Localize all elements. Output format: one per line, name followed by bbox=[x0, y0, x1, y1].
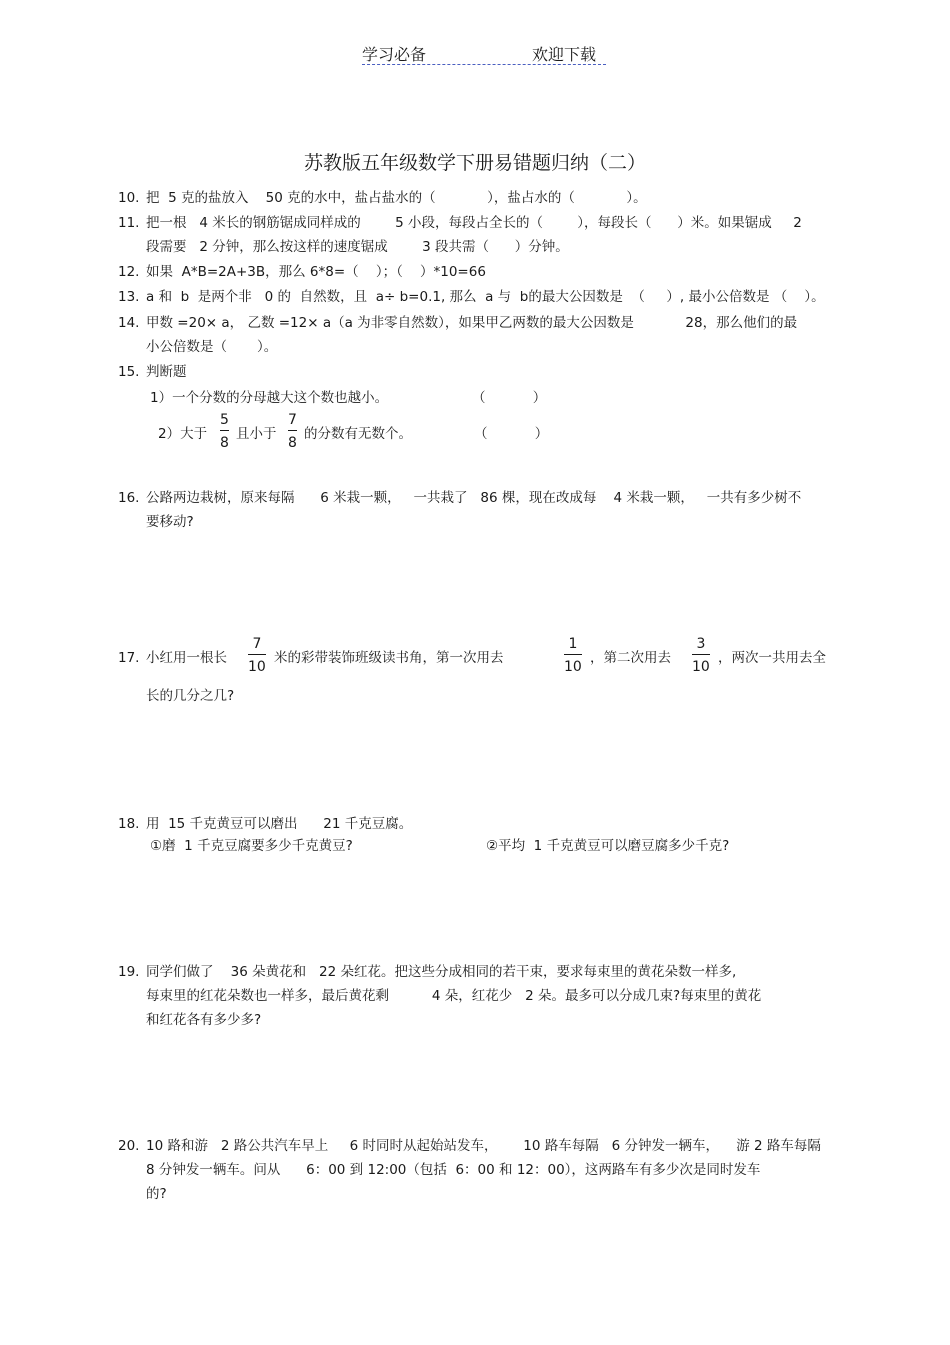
numerator: 1 bbox=[568, 636, 578, 652]
question-text-line-2: 小公倍数是（ ）。 bbox=[146, 339, 278, 355]
numerator: 7 bbox=[252, 636, 262, 652]
question-number: 20. bbox=[118, 1138, 140, 1154]
question-number: 16. bbox=[118, 490, 140, 506]
question-text-line-2: 8 分钟发一辆车。问从 6：00 到 12:00（包括 6：00 和 12：00），这两路车有多少次是同时发车 bbox=[146, 1162, 761, 1178]
judge-item-1-answer-paren: （ ） bbox=[472, 390, 547, 406]
denominator: 8 bbox=[220, 435, 229, 451]
question-number: 19. bbox=[118, 964, 140, 980]
sub-question-1: ①磨 1 千克豆腐要多少千克黄豆? bbox=[150, 838, 353, 854]
judge-item-2-suffix: 的分数有无数个。 bbox=[304, 426, 412, 442]
question-number: 15. bbox=[118, 364, 140, 380]
page-header bbox=[362, 42, 606, 65]
denominator: 10 bbox=[248, 659, 266, 675]
numerator: 5 bbox=[220, 412, 229, 428]
sub-question-2: ②平均 1 千克黄豆可以磨豆腐多少千克? bbox=[486, 838, 730, 854]
header-right-text: 欢迎下载 bbox=[532, 45, 597, 64]
question-text-line-1: 同学们做了 36 朵黄花和 22 朵红花。把这些分成相同的若干束，要求每束里的黄花朵数一样多, bbox=[146, 964, 737, 980]
question-text-line-2: 长的几分之几? bbox=[146, 688, 235, 704]
question-text-line-1: 用 15 千克黄豆可以磨出 21 千克豆腐。 bbox=[146, 816, 413, 832]
fraction-7-8 bbox=[288, 410, 297, 453]
header-left-text: 学习必备 bbox=[362, 45, 427, 64]
question-text-line-3: 和红花各有多少多? bbox=[146, 1012, 262, 1028]
question-18 bbox=[118, 812, 818, 862]
question-number: 13. bbox=[118, 289, 140, 305]
question-text-line-1: 甲数 =20× a， 乙数 =12× a（a 为非零自然数），如果甲乙两数的最大公因数是 28，那么他们的最 bbox=[146, 315, 798, 331]
question-text: 把 5 克的盐放入 50 克的水中，盐占盐水的（ ），盐占水的（ ）。 bbox=[146, 190, 647, 206]
question-number: 11. bbox=[118, 215, 140, 231]
question-text-suffix: ，两次一共用去全 bbox=[718, 650, 826, 666]
judge-item-1: 1）一个分数的分母越大这个数也越小。 bbox=[150, 390, 389, 406]
denominator: 10 bbox=[564, 659, 582, 675]
question-text-line-2: 每束里的红花朵数也一样多，最后黄花剩 4 朵，红花少 2 朵。最多可以分成几束?每束里的黄花 bbox=[146, 988, 762, 1004]
denominator: 10 bbox=[692, 659, 710, 675]
question-text-middle-1: 米的彩带装饰班级读书角，第一次用去 bbox=[274, 650, 504, 666]
denominator: 8 bbox=[288, 435, 297, 451]
fraction-3-10 bbox=[692, 634, 710, 677]
document-title: 苏教版五年级数学下册易错题归纳（二） bbox=[303, 152, 646, 174]
question-17 bbox=[118, 636, 838, 716]
question-text-line-2: 要移动? bbox=[146, 514, 194, 530]
question-text-line-1: 把一根 4 米长的钢筋锯成同样成的 5 小段，每段占全长的（ ），每段长（ ）米。如果锯成 2 bbox=[146, 215, 802, 231]
judge-item-2-middle: 且小于 bbox=[236, 426, 277, 442]
judge-item-2-answer-paren: （ ） bbox=[474, 426, 549, 442]
question-text-middle-2: ，第二次用去 bbox=[590, 650, 671, 666]
question-text-line-1: 公路两边栽树，原来每隔 6 米栽一颗， 一共栽了 86 棵，现在改成每 4 米栽一颗， 一共有多少树不 bbox=[146, 490, 802, 506]
fraction-5-8 bbox=[220, 410, 229, 453]
question-text-line-2: 段需要 2 分钟，那么按这样的速度锯成 3 段共需（ ）分钟。 bbox=[146, 239, 569, 255]
question-text-prefix: 小红用一根长 bbox=[146, 650, 227, 666]
numerator: 7 bbox=[288, 412, 297, 428]
question-15 bbox=[118, 360, 818, 470]
numerator: 3 bbox=[696, 636, 706, 652]
fraction-1-10 bbox=[564, 634, 582, 677]
question-number: 12. bbox=[118, 264, 140, 280]
question-number: 18. bbox=[118, 816, 140, 832]
question-number: 10. bbox=[118, 190, 140, 206]
judge-item-2-prefix: 2）大于 bbox=[158, 426, 208, 442]
question-number: 17. bbox=[118, 650, 140, 666]
question-label: 判断题 bbox=[146, 364, 187, 380]
question-text: 如果 A*B=2A+3B，那么 6*8=（ ）；（ ）*10=66 bbox=[146, 264, 486, 280]
question-text: a 和 b 是两个非 0 的 自然数，且 a÷ b=0.1, 那么 a 与 b的最大公因数是 （ ）, 最小公倍数是 （ ）。 bbox=[146, 289, 825, 305]
question-text-line-1: 10 路和游 2 路公共汽车早上 6 时同时从起始站发车， 10 路车每隔 6 分钟发一辆车， 游 2 路车每隔 bbox=[146, 1138, 821, 1154]
question-text-line-3: 的? bbox=[146, 1186, 167, 1202]
fraction-7-10 bbox=[248, 634, 266, 677]
question-number: 14. bbox=[118, 315, 140, 331]
